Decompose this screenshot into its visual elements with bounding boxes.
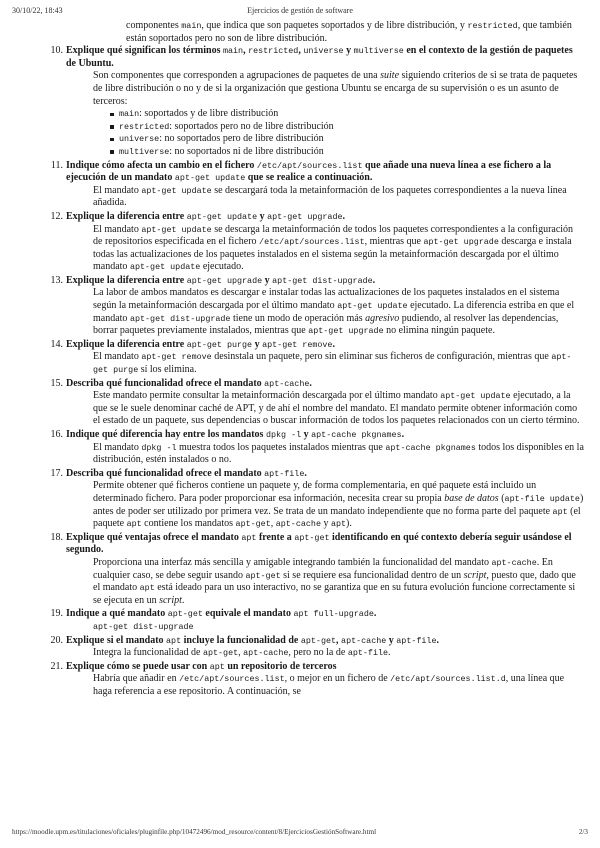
text: , [298,45,304,57]
code: universe [303,46,344,57]
code-answer: apt-get dist-upgrade [93,621,194,632]
code: restricted [119,121,170,132]
page-url: https://moodle.upm.es/titulaciones/oficiales/pluginfile.php/10472496/mod_resource/content/8/EjerciciosGestiónSoftware.html [12,828,377,836]
code: apt-get update [129,262,201,273]
page-number: 2/3 [578,828,588,836]
code: /etc/apt/sources.list [179,674,285,685]
code: apt-get update [174,173,246,184]
code: apt-get upgrade [308,326,384,337]
code: apt-file [396,635,437,646]
text: , que también están soportados pero no son de libre distribución. [126,20,572,44]
question-title [66,468,584,481]
document-title: Ejercicios de gestión de software [247,6,353,15]
text: y [257,210,268,222]
question-20 [50,634,584,660]
continued-text [126,20,582,45]
text: El mandato [93,351,142,363]
code: apt-get remove [262,339,333,350]
code: apt-get dist-upgrade [129,313,231,324]
text: pudiendo, al resolver las dependencias, borrar paquetes previamente instalados, mientras que [93,312,559,337]
code: multiverse [119,146,170,157]
question-title [66,275,584,288]
code: restricted [467,21,518,31]
code: universe [119,134,160,145]
question-10 [50,45,584,158]
page-header [12,6,588,18]
code: apt-get update [440,391,511,402]
code: apt [166,635,182,646]
answer [93,287,584,337]
text: : soportados pero no de libre distribución [169,120,334,132]
emphasis: script [463,569,487,581]
text: Integra la funcionalidad de [93,647,203,659]
text: , [238,647,244,659]
question-title [66,661,584,674]
code: apt [241,532,257,543]
code: main [181,21,202,31]
text: está ideado para un uso interactivo, no se garantiza que en su futura evolución funcione correctamente si se ejecuta en un [93,582,576,606]
answer [93,185,584,210]
code: /etc/apt/sources.list.d [390,674,506,685]
text: Explique qué ventajas ofrece el mandato [66,531,242,543]
text: El mandato [93,184,142,196]
text: , [336,634,342,646]
text: , [270,518,276,530]
text: , pero no la de [288,647,348,659]
question-number: 21. [50,660,63,672]
question-number: 19. [50,608,63,620]
code: apt-get [245,570,281,581]
text: desinstala un paquete, pero sin eliminar sus ficheros de configuración, mientras que [211,351,552,363]
text: . [332,338,335,350]
text: Explique la diferencia entre [66,338,187,350]
question-title [66,378,584,391]
text: descarga e instala todas las actualizaciones de los paquetes instalados en el sistema según la metainformación descargada por el último mandato [93,236,572,273]
question-number: 20. [50,634,63,646]
code: multiverse [353,46,404,57]
code: apt [552,506,568,517]
text: ) antes de poder ser utilizado por primera vez. Se trata de un mandato independiente que no forma parte del paquete [93,492,584,517]
code: apt-get update [186,211,258,222]
text: La labor de ambos mandatos es descargar e instalar todas las actualizaciones de los paquetes instalados en el sistema según la metainformación descargada por el último mandato [93,287,560,312]
code: dpkg -l [265,430,302,440]
code: apt-get purge [186,339,253,350]
text: equivale el mandato [202,608,294,620]
text: y [386,634,397,646]
text: se descargará toda la metainformación de los paquetes correspondientes a la nueva línea añadida. [93,184,567,209]
text: . En cualquier caso, se debe seguir usando [93,556,553,581]
text: Indique qué diferencia hay entre los mandatos [66,429,266,440]
question-15 [50,377,584,428]
code: apt-get [300,635,337,646]
text: componentes [126,20,182,31]
answer [93,480,584,530]
code: apt-get [202,648,239,659]
question-number: 13. [50,274,63,286]
question-14 [50,338,584,377]
code: apt-get update [337,301,408,312]
text: : soportados y de libre distribución [139,108,279,120]
text: . [436,634,439,646]
code: apt-cache [491,557,537,568]
term-list [119,108,584,158]
text: ejecutado. La diferencia estriba en que el mandato [93,300,575,324]
answer [93,70,584,108]
question-number: 12. [50,210,63,222]
text: un repositorio de terceros [224,660,337,672]
text: , [243,45,249,57]
text: frente a [256,531,295,543]
text: ( [498,492,505,504]
code: apt-cache [264,378,310,389]
code: apt-cache [275,519,321,530]
question-title [66,211,584,224]
list-item [119,108,584,121]
print-datetime: 30/10/22, 18:43 [12,6,63,15]
text: . [181,594,185,606]
text: , una línea que haga referencia a ese repositorio. A continuación, se [93,673,565,697]
question-11 [50,159,584,210]
question-17 [50,467,584,531]
question-number: 18. [50,531,63,543]
question-number: 10. [50,45,63,57]
answer [93,224,584,274]
text: Proporciona una interfaz más sencilla y amigable integrando también la funcionalidad del mandato [93,556,492,568]
question-number: 15. [50,377,63,389]
text: se descarga la metainformación de todos los paquetes correspondientes a la configuración de repositorios especificada en el fichero [93,223,574,248]
question-18 [50,531,584,608]
code: apt [209,661,225,672]
code: apt-get remove [141,352,212,363]
code: apt-cache pkgnames [385,442,476,453]
list-item [119,121,584,134]
code: apt-get dist-upgrade [272,275,373,286]
question-12 [50,210,584,274]
text: todos los disponibles en la distribución, estén instalados o no. [93,441,584,466]
question-title [66,635,584,648]
code: apt-get upgrade [267,211,343,222]
answer [93,673,584,698]
code: apt-cache [243,648,289,659]
text: y [262,274,273,286]
question-title [66,532,584,557]
question-list [0,45,600,698]
text: sí los elimina. [138,364,197,376]
code: apt-get [235,519,271,530]
emphasis: script [159,594,182,606]
text: siguiendo criterios de si se trata de paquetes de libre distribución o no y de si la organización que gestiona Ubuntu se encarga de su supervisión o es un asunto de terceros: [93,70,578,107]
emphasis: suite [380,70,400,82]
text: . [388,647,391,659]
text: en el contexto de la gestión de paquetes de Ubuntu. [66,45,573,69]
text: . [373,608,377,620]
text: muestra todos los paquetes instalados mientras que [176,441,386,453]
text: Indique cómo afecta un cambio en el fichero [66,159,257,171]
answer [93,442,584,467]
text: ejecutado, a la que se le suele denominar caché de APT, y de ahí el nombre del mandato. El mandato permite obtener información como el estado de un paquete, sus dependencias o buscar información de todos los paquetes relacionados con un cierto término. [93,390,580,427]
document-body [0,20,600,826]
list-item [119,146,584,159]
question-title [66,429,584,442]
answer [93,390,584,428]
code: apt-cache pkgnames [311,430,402,440]
question-title [66,45,584,70]
text: Explique la diferencia entre [66,210,187,222]
text: tiene un modo de operación más [230,312,366,324]
text: : no soportados ni de libre distribución [169,145,324,157]
list-item [119,133,584,146]
text: . [342,210,346,222]
code: /etc/apt/sources.list [259,237,365,248]
code: apt-cache [341,635,387,646]
text: Explique cómo se puede usar con [66,660,210,672]
text: ejecutado. [200,261,244,273]
text: contiene los mandatos [141,518,236,530]
code: apt-file [347,648,389,659]
code: apt [139,583,155,594]
code: apt-get update [141,224,212,235]
text: , mientras que [364,236,424,248]
code: apt-file [264,468,305,479]
text: . [372,274,376,286]
code: apt-get upgrade [423,237,499,248]
text: Permite obtener qué ficheros contiene un paquete y, de forma complementaria, en qué paquete está incluido un determinado fichero. Para poder proporcionar esa información, necesita crear su propia [93,480,537,504]
text: incluye la funcionalidad de [181,634,301,646]
text: no elimina ningún paquete. [383,325,495,337]
text: que se realice a continuación. [245,172,373,184]
answer [93,557,584,607]
page-footer [12,828,588,840]
text: y [252,338,263,350]
code: apt-get upgrade [186,275,263,286]
question-title [66,160,584,185]
question-title [66,339,584,352]
text: (el paquete [93,505,581,530]
question-number: 11. [50,159,63,171]
text: y [301,429,312,440]
code: apt full-upgrade [293,609,374,620]
text: . [304,467,307,479]
emphasis: agresivo [365,312,400,324]
code: apt-get [294,532,330,543]
text: que añade una nueva línea a ese fichero a la ejecución de un mandato [66,159,552,184]
code: apt [126,519,142,530]
text: Indique a qué mandato [66,608,168,620]
code: apt-get purge [93,352,572,376]
code: restricted [248,46,299,57]
code: dpkg -l [141,442,177,453]
text: , puesto que, dado que el mandato [93,569,576,594]
text: , que indica que son paquetes soportados y de libre distribución, y [201,20,465,31]
text: y [343,45,354,57]
question-number: 16. [50,429,63,440]
text: El mandato [93,441,142,453]
text: identificando en qué contexto debería seguir usándose el segundo. [66,531,572,556]
text: y [320,518,331,530]
text: Explique si el mandato [66,634,167,646]
text: . [401,429,405,440]
text: : no soportados pero de libre distribución [159,133,324,145]
code: main [222,46,244,57]
question-16 [50,429,584,467]
text: Describa qué funcionalidad ofrece el mandato [66,467,265,479]
text: . [309,377,312,389]
text: Este mandato permite consultar la metainformación descargada por el último mandato [93,390,441,402]
code: apt-get [167,609,203,620]
text: El mandato [93,223,142,235]
text: Explique la diferencia entre [66,274,187,286]
question-number: 14. [50,338,63,350]
text: ). [346,518,352,530]
code: apt [330,519,347,530]
question-19 [50,608,584,633]
text: si se requiere esa funcionalidad dentro de un [280,569,464,581]
answer [93,647,584,660]
code: /etc/apt/sources.list [256,160,363,171]
text: , o mejor en un fichero de [284,673,391,685]
answer [93,351,584,376]
question-21 [50,660,584,699]
text: Habría que añadir en [93,673,180,685]
text: Describa qué funcionalidad ofrece el mandato [66,377,265,389]
text: Explique qué significan los términos [66,45,223,57]
question-title [66,608,584,621]
emphasis: base de datos [444,492,499,504]
code: main [119,109,140,120]
question-number: 17. [50,467,63,479]
text: Son componentes que corresponden a agrupaciones de paquetes de una [93,70,381,82]
code: apt-get update [141,185,212,196]
question-13 [50,274,584,338]
code: apt-file update [504,493,580,504]
